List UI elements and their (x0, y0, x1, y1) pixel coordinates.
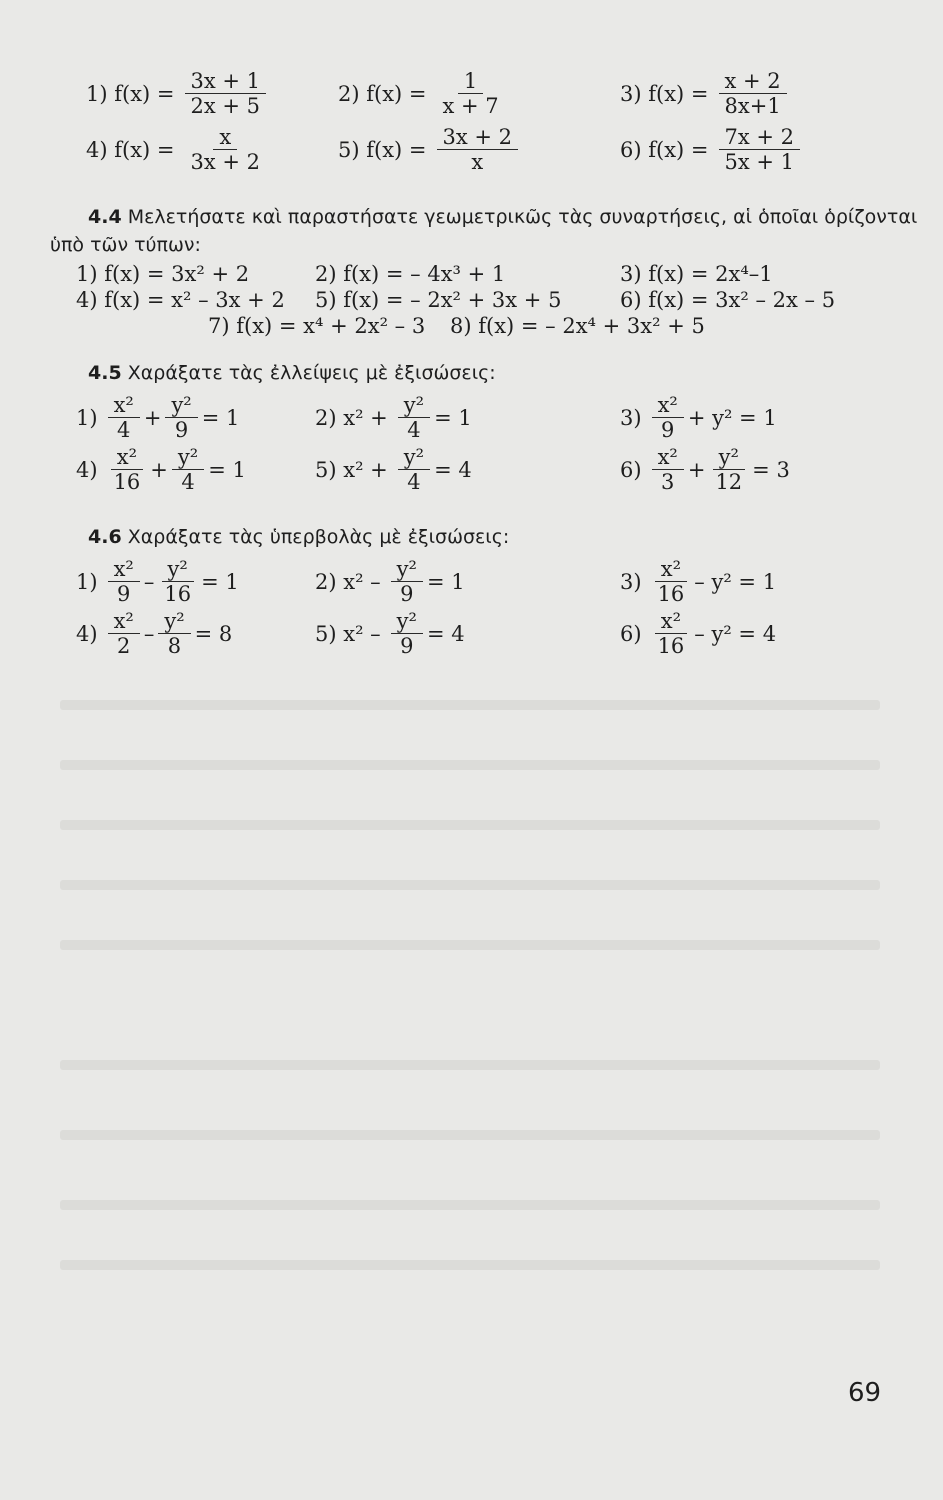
polynomial-item: 2) f(x) = – 4x³ + 1 (315, 262, 506, 286)
fraction: $\frac{1}{x + 7}$ (442, 69, 499, 119)
exercise-4-4-heading-cont: ὑπὸ τῶν τύπων: (50, 234, 201, 256)
fraction: $\frac{\text{x²}}{16}$ (652, 610, 691, 657)
ellipse-equation: 6) $\frac{\text{x²}}{3}$ + $\frac{\text{y²}}{12}$ = 3 (620, 445, 790, 495)
polynomial-item: 1) f(x) = 3x² + 2 (76, 262, 250, 286)
hyperbola-equation: 6) $\frac{\text{x²}}{16}$ – y² = 4 (620, 609, 777, 659)
function-item: 5) f(x) = $\frac{3x + 2}{x}$ (338, 126, 522, 173)
function-item: 2) f(x) = $\frac{1}{x + 7}$ (338, 70, 509, 117)
bleed-through-line (60, 1200, 880, 1210)
page-number: 69 (848, 1378, 882, 1408)
fraction: $\frac{7x + 2}{5x + 1}$ (719, 126, 801, 173)
polynomial-item: 7) f(x) = x⁴ + 2x² – 3 (208, 314, 426, 338)
bleed-through-line (60, 700, 880, 710)
fraction: $\frac{x + 2}{8x+1}$ (719, 70, 787, 117)
polynomial-item: 4) f(x) = x² – 3x + 2 (76, 288, 285, 312)
fraction: $\frac{\text{y²}}{9}$ (391, 558, 423, 605)
exercise-4-5-heading: 4.5 Χαράξατε τὰς ἐλλείψεις μὲ ἐξισώσεις: (88, 362, 496, 384)
polynomial-item: 5) f(x) = – 2x² + 3x + 5 (315, 288, 562, 312)
function-item: 3) f(x) = $\frac{x + 2}{8x+1}$ (620, 70, 791, 117)
bleed-through-line (60, 1060, 880, 1070)
bleed-through-line (60, 820, 880, 830)
function-item: 4) f(x) = $\frac{x}{3x + 2}$ (86, 126, 270, 173)
fraction: $\frac{\text{x²}}{16}$ (108, 446, 147, 493)
bleed-through-line (60, 1130, 880, 1140)
hyperbola-equation: 5) x² – $\frac{\text{y²}}{9}$ = 4 (315, 609, 465, 659)
fraction: $\frac{\text{x²}}{4}$ (108, 394, 140, 441)
hyperbola-equation: 3) $\frac{\text{x²}}{16}$ – y² = 1 (620, 557, 777, 607)
fraction: $\frac{\text{x²}}{16}$ (652, 558, 691, 605)
fraction: $\frac{3x + 1}{2x + 5}$ (185, 70, 267, 117)
bleed-through-line (60, 1260, 880, 1270)
ellipse-equation: 4) $\frac{\text{x²}}{16}$ + $\frac{\text{y²}}{4}$ = 1 (76, 445, 246, 495)
fraction: $\frac{3x + 2}{x}$ (437, 126, 519, 173)
fraction: $\frac{\text{x²}}{9}$ (108, 558, 140, 605)
bleed-through-line (60, 760, 880, 770)
ellipse-equation: 3) $\frac{\text{x²}}{9}$ + y² = 1 (620, 393, 777, 443)
fraction: $\frac{\text{y²}}{12}$ (709, 446, 748, 493)
hyperbola-equation: 1) $\frac{\text{x²}}{9}$ – $\frac{\text{y²}}{16}$ = 1 (76, 557, 239, 607)
ellipse-equation: 5) x² + $\frac{\text{y²}}{4}$ = 4 (315, 445, 472, 495)
fraction: $\frac{\text{x²}}{2}$ (108, 610, 140, 657)
fraction: $\frac{\text{x²}}{9}$ (652, 394, 684, 441)
hyperbola-equation: 4) $\frac{\text{x²}}{2}$ – $\frac{\text{y²}}{8}$ = 8 (76, 609, 233, 659)
bleed-through-line (60, 880, 880, 890)
ellipse-equation: 2) x² + $\frac{\text{y²}}{4}$ = 1 (315, 393, 472, 443)
hyperbola-equation: 2) x² – $\frac{\text{y²}}{9}$ = 1 (315, 557, 465, 607)
polynomial-item: 6) f(x) = 3x² – 2x – 5 (620, 288, 836, 312)
fraction: $\frac{\text{y²}}{8}$ (158, 610, 190, 657)
polynomial-item: 3) f(x) = 2x⁴–1 (620, 262, 773, 286)
fraction: $\frac{\text{x²}}{3}$ (652, 446, 684, 493)
bleed-through-line (60, 940, 880, 950)
polynomial-item: 8) f(x) = – 2x⁴ + 3x² + 5 (450, 314, 705, 338)
exercise-4-6-heading: 4.6 Χαράξατε τὰς ὑπερβολὰς μὲ ἐξισώσεις: (88, 526, 510, 548)
fraction: $\frac{\text{y²}}{9}$ (391, 610, 423, 657)
fraction: $\frac{x}{3x + 2}$ (190, 125, 261, 175)
fraction: $\frac{\text{y²}}{16}$ (158, 558, 197, 605)
function-item: 1) f(x) = $\frac{3x + 1}{2x + 5}$ (86, 70, 270, 117)
fraction: $\frac{\text{y²}}{4}$ (172, 446, 204, 493)
ellipse-equation: 1) $\frac{\text{x²}}{4}$ + $\frac{\text{y²}}{9}$ = 1 (76, 393, 240, 443)
function-item: 6) f(x) = $\frac{7x + 2}{5x + 1}$ (620, 126, 804, 173)
fraction: $\frac{\text{y²}}{4}$ (398, 446, 430, 493)
fraction: $\frac{\text{y²}}{4}$ (398, 394, 430, 441)
fraction: $\frac{\text{y²}}{9}$ (165, 394, 197, 441)
exercise-4-4-heading: 4.4 Μελετήσατε καὶ παραστήσατε γεωμετρικῶς τὰς συναρτήσεις, αἱ ὁποῖαι ὁρίζονται (88, 206, 918, 228)
